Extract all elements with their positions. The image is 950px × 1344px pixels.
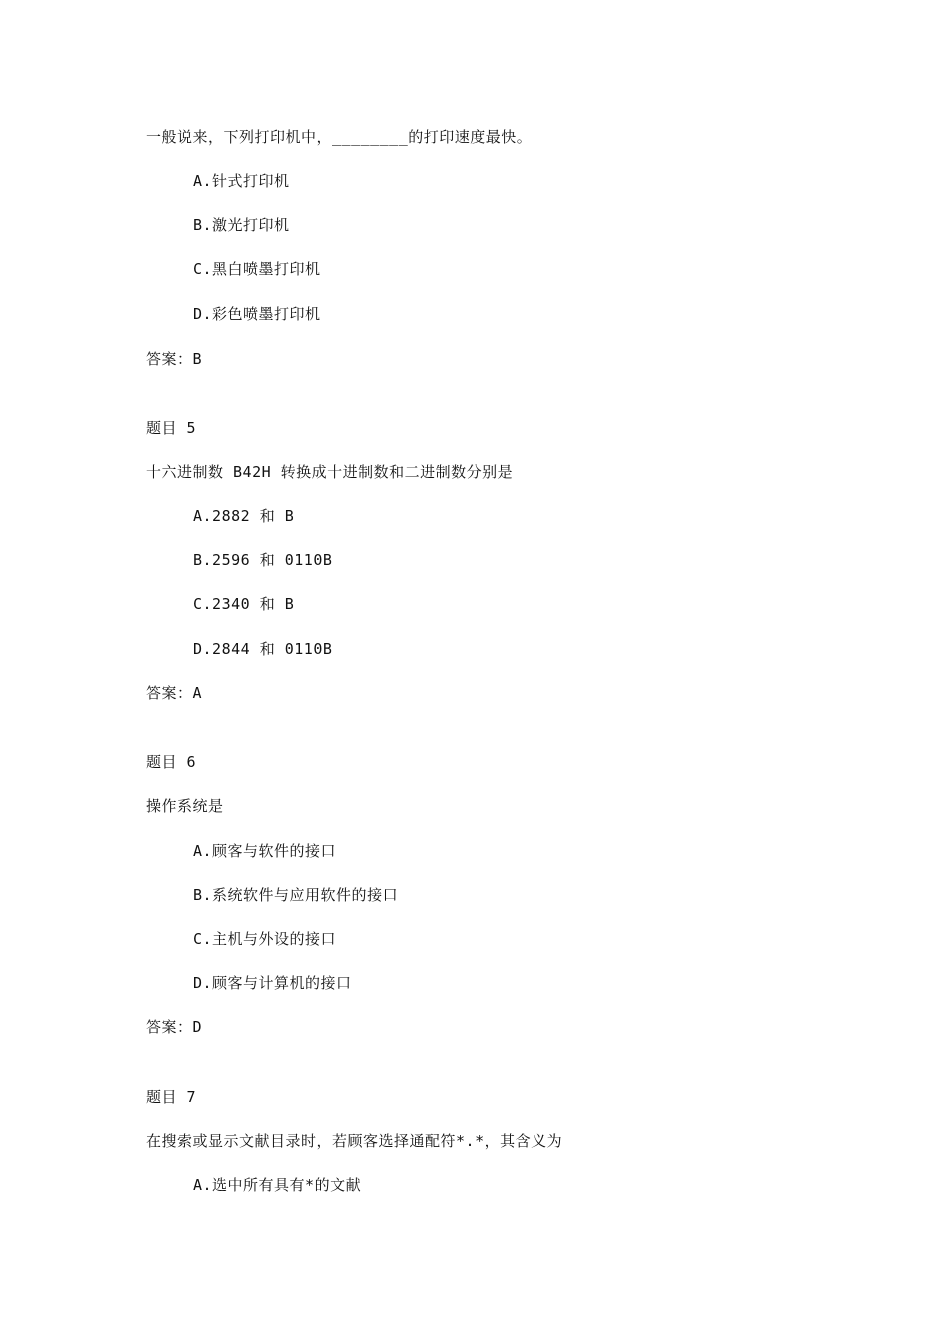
question-heading: 题目 7 <box>146 1088 197 1106</box>
option-a: A.2882 和 B <box>193 507 295 525</box>
option-d: D.彩色喷墨打印机 <box>193 305 321 323</box>
question-text: 在搜索或显示文献目录时，若顾客选择通配符*.*，其含义为 <box>146 1132 563 1150</box>
option-b: B.系统软件与应用软件的接口 <box>193 886 399 904</box>
question-heading: 题目 6 <box>146 753 197 771</box>
option-a: A.针式打印机 <box>193 172 290 190</box>
question-text: 操作系统是 <box>146 797 224 815</box>
option-d: D.2844 和 0110B <box>193 640 333 658</box>
option-c: C.主机与外设的接口 <box>193 930 337 948</box>
option-b: B.激光打印机 <box>193 216 290 234</box>
question-text: 一般说来，下列打印机中，________的打印速度最快。 <box>146 128 533 146</box>
question-heading: 题目 5 <box>146 419 197 437</box>
option-b: B.2596 和 0110B <box>193 551 333 569</box>
question-text: 十六进制数 B42H 转换成十进制数和二进制数分别是 <box>146 463 514 481</box>
option-a: A.顾客与软件的接口 <box>193 842 337 860</box>
option-c: C.黑白喷墨打印机 <box>193 260 321 278</box>
option-d: D.顾客与计算机的接口 <box>193 974 352 992</box>
answer-text: 答案：B <box>146 350 203 368</box>
option-c: C.2340 和 B <box>193 595 295 613</box>
answer-text: 答案：D <box>146 1018 203 1036</box>
answer-text: 答案：A <box>146 684 203 702</box>
option-a: A.选中所有具有*的文献 <box>193 1176 362 1194</box>
